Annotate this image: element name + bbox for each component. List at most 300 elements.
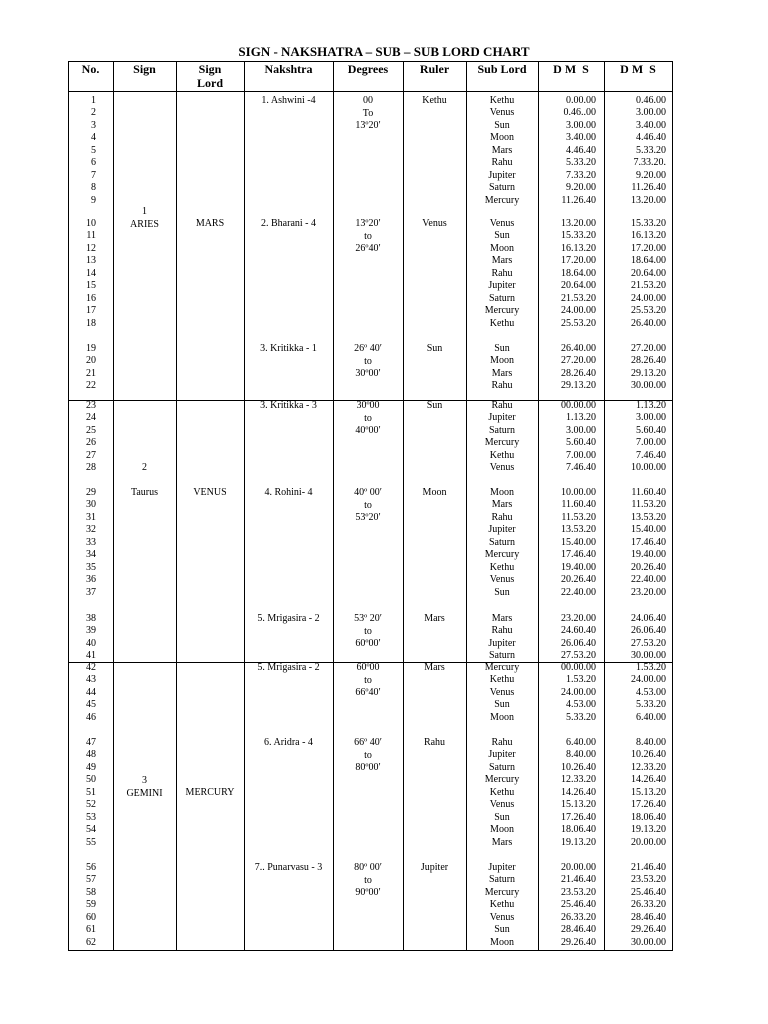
ruler-cell: Jupiter	[420, 862, 449, 873]
sub-lord-cell: Moon	[490, 487, 514, 498]
dms-from-cell: 5.33.20	[566, 711, 596, 723]
ruler-cell: Kethu	[422, 95, 447, 106]
dms-to-cell: 11.60.40	[631, 487, 666, 498]
row-number: 56	[86, 862, 96, 873]
table-row	[0, 912, 768, 925]
dms-from-cell: 15.13.20	[561, 799, 596, 811]
dms-from-cell: 21.53.20	[561, 292, 596, 304]
dms-from-cell: 29.13.20	[561, 380, 596, 392]
dms-to-cell: 29.26.40	[631, 924, 666, 936]
dms-to-cell: 23.53.20	[631, 874, 666, 886]
dms-to-cell: 6.40.00	[636, 711, 666, 723]
dms-to-cell: 3.40.00	[636, 119, 666, 131]
row-number: 14	[86, 267, 96, 279]
sub-lord-cell: Sun	[494, 811, 510, 823]
dms-to-cell: 21.46.40	[631, 862, 666, 873]
table-row	[0, 812, 768, 825]
dms-to-cell: 1.13.20	[636, 400, 666, 411]
dms-to-cell: 18.06.40	[631, 811, 666, 823]
row-number: 15	[86, 280, 96, 292]
table-row	[0, 132, 768, 145]
dms-from-cell: 7.00.00	[566, 449, 596, 461]
dms-to-cell: 10.26.40	[631, 749, 666, 761]
row-number: 7	[91, 169, 96, 181]
row-number: 13	[86, 255, 96, 267]
dms-to-cell: 24.00.00	[631, 674, 666, 686]
sub-lord-cell: Jupiter	[488, 412, 516, 424]
row-number: 5	[91, 144, 96, 156]
row-number: 44	[86, 686, 96, 698]
row-number: 26	[86, 437, 96, 449]
row-number: 57	[86, 874, 96, 886]
dms-from-cell: 16.13.20	[561, 242, 596, 254]
dms-from-cell: 11.60.40	[561, 499, 596, 511]
dms-from-cell: 19.40.00	[561, 561, 596, 573]
dms-from-cell: 25.46.40	[561, 899, 596, 911]
dms-to-cell: 14.26.40	[631, 774, 666, 786]
table-row	[0, 712, 768, 725]
nakshatra-cell: 3. Kritikka - 3	[260, 400, 317, 411]
header-nakshatra: Nakshtra	[264, 62, 313, 76]
table-row	[0, 799, 768, 812]
dms-from-cell: 19.13.20	[561, 836, 596, 848]
sub-lord-cell: Rahu	[491, 511, 513, 523]
ruler-cell: Mars	[424, 613, 445, 624]
row-number: 22	[86, 380, 96, 392]
table-row	[0, 280, 768, 293]
dms-from-cell: 10.00.00	[561, 487, 596, 498]
sub-lord-cell: Venus	[489, 911, 515, 923]
row-number: 60	[86, 911, 96, 923]
dms-from-cell: 3.00.00	[566, 119, 596, 131]
dms-to-cell: 20.64.00	[631, 267, 666, 279]
dms-from-cell: 7.33.20	[566, 169, 596, 181]
row-number: 24	[86, 412, 96, 424]
dms-to-cell: 26.06.40	[631, 625, 666, 637]
sub-lord-cell: Rahu	[491, 267, 513, 279]
dms-to-cell: 11.26.40	[631, 182, 666, 194]
dms-to-cell: 4.46.40	[636, 132, 666, 144]
table-row	[0, 157, 768, 170]
dms-from-cell: 18.06.40	[561, 824, 596, 836]
dms-to-cell: 8.40.00	[636, 737, 666, 748]
dms-from-cell: 5.33.20	[566, 157, 596, 169]
nakshatra-cell: 5. Mrigasira - 2	[257, 613, 320, 624]
sub-lord-cell: Mercury	[484, 437, 520, 449]
sub-lord-cell: Moon	[490, 936, 514, 948]
sub-lord-cell: Kethu	[489, 561, 515, 573]
row-number: 12	[86, 242, 96, 254]
row-number: 47	[86, 737, 96, 748]
dms-to-cell: 25.53.20	[631, 305, 666, 317]
ruler-cell: Moon	[422, 487, 447, 498]
row-number: 41	[86, 650, 96, 662]
table-row	[0, 837, 768, 850]
row-number: 51	[86, 786, 96, 798]
table-row	[0, 145, 768, 158]
row-number: 40	[86, 637, 96, 649]
row-number: 1	[91, 95, 96, 106]
degrees-cell: 66º 40′ to 80º00′	[354, 737, 382, 773]
nakshatra-cell: 1. Ashwini -4	[261, 95, 316, 106]
table-row	[0, 524, 768, 537]
row-number: 43	[86, 674, 96, 686]
dms-from-cell: 23.20.00	[561, 613, 596, 624]
sub-lord-cell: Moon	[490, 711, 514, 723]
dms-to-cell: 17.20.00	[631, 242, 666, 254]
row-number: 53	[86, 811, 96, 823]
dms-to-cell: 20.26.40	[631, 561, 666, 573]
nakshatra-cell: 7.. Punarvasu - 3	[254, 862, 323, 873]
sub-lord-cell: Venus	[489, 799, 515, 811]
table-row	[0, 562, 768, 575]
degrees-cell: 60º00 to 66º40′	[355, 662, 381, 698]
degrees-cell: 26º 40′ to 30º00′	[354, 343, 382, 379]
dms-to-cell: 7.33.20.	[633, 157, 666, 169]
row-number: 33	[86, 536, 96, 548]
dms-from-cell: 0.46..00	[563, 107, 596, 119]
row-number: 61	[86, 924, 96, 936]
sub-lord-cell: Sun	[494, 343, 510, 354]
sub-lord-cell: Mars	[491, 836, 513, 848]
sub-lord-cell: Mars	[491, 499, 513, 511]
sub-lord-cell: Venus	[489, 462, 515, 474]
dms-to-cell: 27.20.00	[631, 343, 666, 354]
sub-lord-cell: Moon	[490, 242, 514, 254]
dms-from-cell: 5.60.40	[566, 437, 596, 449]
dms-from-cell: 26.33.20	[561, 911, 596, 923]
table-row	[0, 899, 768, 912]
dms-to-cell: 5.33.20	[636, 144, 666, 156]
row-number: 32	[86, 524, 96, 536]
header-no: No.	[81, 62, 100, 76]
dms-from-cell: 17.20.00	[561, 255, 596, 267]
table-row	[0, 924, 768, 937]
dms-to-cell: 24.06.40	[631, 613, 666, 624]
sub-lord-cell: Jupiter	[488, 524, 516, 536]
table-row	[0, 305, 768, 318]
dms-from-cell: 28.26.40	[561, 367, 596, 379]
dms-from-cell: 14.26.40	[561, 786, 596, 798]
sub-lord-cell: Sun	[494, 699, 510, 711]
sub-lord-cell: Jupiter	[488, 749, 516, 761]
sign-lord-cell: VENUS	[193, 487, 227, 498]
dms-from-cell: 24.00.00	[561, 686, 596, 698]
dms-from-cell: 23.53.20	[561, 886, 596, 898]
sub-lord-cell: Mars	[491, 144, 513, 156]
dms-from-cell: 22.40.00	[561, 586, 596, 598]
dms-to-cell: 5.33.20	[636, 699, 666, 711]
dms-to-cell: 28.26.40	[631, 355, 666, 367]
sub-lord-cell: Moon	[490, 132, 514, 144]
dms-to-cell: 16.13.20	[631, 230, 666, 242]
row-number: 3	[91, 119, 96, 131]
row-number: 10	[86, 218, 96, 229]
ruler-cell: Rahu	[423, 737, 446, 748]
dms-to-cell: 15.13.20	[631, 786, 666, 798]
sub-lord-cell: Sun	[494, 119, 510, 131]
dms-to-cell: 7.46.40	[636, 449, 666, 461]
dms-to-cell: 18.64.00	[631, 255, 666, 267]
table-row	[0, 549, 768, 562]
dms-to-cell: 25.46.40	[631, 886, 666, 898]
dms-from-cell: 3.00.00	[566, 424, 596, 436]
dms-to-cell: 26.40.00	[631, 317, 666, 329]
sub-lord-cell: Saturn	[488, 292, 516, 304]
sub-lord-cell: Moon	[490, 824, 514, 836]
sub-lord-cell: Mercury	[484, 886, 520, 898]
table-row	[0, 437, 768, 450]
header-sign: Sign	[133, 62, 156, 76]
dms-to-cell: 26.33.20	[631, 899, 666, 911]
dms-from-cell: 9.20.00	[566, 182, 596, 194]
dms-to-cell: 19.40.00	[631, 549, 666, 561]
degrees-cell: 00 To 13º20′	[355, 95, 381, 131]
dms-from-cell: 4.46.40	[566, 144, 596, 156]
nakshatra-cell: 3. Kritikka - 1	[260, 343, 317, 354]
row-number: 11	[86, 230, 96, 242]
sub-lord-cell: Kethu	[489, 786, 515, 798]
dms-from-cell: 15.33.20	[561, 230, 596, 242]
dms-from-cell: 29.26.40	[561, 936, 596, 948]
dms-from-cell: 17.26.40	[561, 811, 596, 823]
ruler-cell: Sun	[426, 400, 443, 411]
sub-lord-cell: Moon	[490, 355, 514, 367]
sub-lord-cell: Kethu	[489, 95, 515, 106]
page-title: SIGN - NAKSHATRA – SUB – SUB LORD CHART	[238, 44, 530, 59]
sign-cell: 1 ARIES	[130, 206, 159, 230]
dms-from-cell: 11.53.20	[561, 511, 596, 523]
dms-from-cell: 15.40.00	[561, 536, 596, 548]
ruler-cell: Sun	[426, 343, 443, 354]
row-number: 49	[86, 761, 96, 773]
sub-lord-cell: Sun	[494, 586, 510, 598]
sign-cell: 3 GEMINI	[126, 775, 163, 799]
sub-lord-cell: Saturn	[488, 761, 516, 773]
dms-from-cell: 20.26.40	[561, 574, 596, 586]
sub-lord-cell: Saturn	[488, 424, 516, 436]
nakshatra-cell: 5. Mrigasira - 2	[257, 662, 320, 673]
dms-to-cell: 13.20.00	[631, 194, 666, 206]
dms-from-cell: 1.13.20	[566, 412, 596, 424]
dms-to-cell: 12.33.20	[631, 761, 666, 773]
dms-to-cell: 1.53.20	[636, 662, 666, 673]
row-number: 50	[86, 774, 96, 786]
row-number: 6	[91, 157, 96, 169]
dms-from-cell: 18.64.00	[561, 267, 596, 279]
dms-from-cell: 1.53.20	[566, 674, 596, 686]
degrees-cell: 30º00 to 40º00′	[355, 400, 381, 436]
row-number: 62	[86, 936, 96, 948]
row-number: 48	[86, 749, 96, 761]
sub-lord-cell: Kethu	[489, 674, 515, 686]
row-number: 45	[86, 699, 96, 711]
sub-lord-cell: Rahu	[491, 625, 513, 637]
table-row	[0, 182, 768, 195]
dms-to-cell: 3.00.00	[636, 412, 666, 424]
row-number: 46	[86, 711, 96, 723]
dms-to-cell: 3.00.00	[636, 107, 666, 119]
dms-to-cell: 29.13.20	[631, 367, 666, 379]
dms-from-cell: 0.00.00	[566, 95, 596, 106]
row-number: 25	[86, 424, 96, 436]
sub-lord-cell: Saturn	[488, 650, 516, 662]
header-dms-from: D M S	[553, 62, 589, 76]
dms-to-cell: 27.53.20	[631, 637, 666, 649]
dms-from-cell: 27.20.00	[561, 355, 596, 367]
row-number: 30	[86, 499, 96, 511]
sign-cell: 2 Taurus	[130, 462, 159, 498]
ruler-cell: Venus	[422, 218, 447, 229]
dms-from-cell: 00.00.00	[561, 400, 596, 411]
row-number: 23	[86, 400, 96, 411]
sub-lord-cell: Kethu	[489, 899, 515, 911]
table-row	[0, 318, 768, 331]
sub-lord-cell: Rahu	[491, 157, 513, 169]
dms-from-cell: 4.53.00	[566, 699, 596, 711]
row-number: 27	[86, 449, 96, 461]
row-number: 36	[86, 574, 96, 586]
dms-to-cell: 28.46.40	[631, 911, 666, 923]
dms-to-cell: 30.00.00	[631, 936, 666, 948]
row-number: 28	[86, 462, 96, 474]
sub-lord-cell: Saturn	[488, 874, 516, 886]
sub-lord-cell: Venus	[489, 574, 515, 586]
degrees-cell: 80º 00′ to 90º00′	[354, 862, 382, 898]
dms-to-cell: 20.00.00	[631, 836, 666, 848]
sub-lord-cell: Mercury	[484, 662, 520, 673]
table-row	[0, 537, 768, 550]
dms-to-cell: 15.33.20	[631, 218, 666, 229]
sub-lord-cell: Rahu	[491, 737, 513, 748]
dms-to-cell: 17.26.40	[631, 799, 666, 811]
table-row	[0, 255, 768, 268]
sub-lord-cell: Mars	[491, 255, 513, 267]
table-row	[0, 268, 768, 281]
sub-lord-cell: Mercury	[484, 305, 520, 317]
sub-lord-cell: Venus	[489, 686, 515, 698]
sub-lord-cell: Sun	[494, 924, 510, 936]
sub-lord-cell: Venus	[489, 107, 515, 119]
dms-to-cell: 7.00.00	[636, 437, 666, 449]
table-row	[0, 937, 768, 950]
table-row	[0, 380, 768, 393]
row-number: 37	[86, 586, 96, 598]
dms-to-cell: 10.00.00	[631, 462, 666, 474]
sub-lord-cell: Jupiter	[488, 280, 516, 292]
sub-lord-cell: Jupiter	[488, 169, 516, 181]
degrees-cell: 40º 00′ to 53º20′	[354, 487, 382, 523]
dms-to-cell: 5.60.40	[636, 424, 666, 436]
table-row	[0, 170, 768, 183]
row-number: 59	[86, 899, 96, 911]
row-number: 20	[86, 355, 96, 367]
row-number: 21	[86, 367, 96, 379]
dms-from-cell: 26.40.00	[561, 343, 596, 354]
dms-to-cell: 15.40.00	[631, 524, 666, 536]
dms-from-cell: 28.46.40	[561, 924, 596, 936]
sub-lord-cell: Sun	[494, 230, 510, 242]
dms-to-cell: 30.00.00	[631, 380, 666, 392]
row-number: 29	[86, 487, 96, 498]
dms-from-cell: 10.26.40	[561, 761, 596, 773]
dms-from-cell: 8.40.00	[566, 749, 596, 761]
row-number: 42	[86, 662, 96, 673]
row-number: 17	[86, 305, 96, 317]
sub-lord-cell: Mercury	[484, 194, 520, 206]
row-number: 8	[91, 182, 96, 194]
header-sub-lord: Sub Lord	[477, 62, 527, 76]
sub-lord-cell: Mars	[491, 613, 513, 624]
dms-from-cell: 12.33.20	[561, 774, 596, 786]
row-number: 39	[86, 625, 96, 637]
dms-from-cell: 00.00.00	[561, 662, 596, 673]
dms-from-cell: 3.40.00	[566, 132, 596, 144]
sub-lord-cell: Mars	[491, 367, 513, 379]
dms-to-cell: 13.53.20	[631, 511, 666, 523]
dms-to-cell: 17.46.40	[631, 536, 666, 548]
table-row	[0, 574, 768, 587]
table-row	[0, 650, 768, 663]
row-number: 35	[86, 561, 96, 573]
dms-from-cell: 7.46.40	[566, 462, 596, 474]
table-row	[0, 699, 768, 712]
dms-from-cell: 6.40.00	[566, 737, 596, 748]
sign-lord-cell: MERCURY	[185, 787, 235, 798]
dms-to-cell: 11.53.20	[631, 499, 666, 511]
dms-from-cell: 13.53.20	[561, 524, 596, 536]
row-number: 18	[86, 317, 96, 329]
row-number: 2	[91, 107, 96, 119]
header-sign-lord: Sign Lord	[196, 62, 223, 90]
dms-from-cell: 24.60.40	[561, 625, 596, 637]
degrees-cell: 13º20′ to 26º40′	[355, 218, 381, 254]
dms-to-cell: 19.13.20	[631, 824, 666, 836]
row-number: 54	[86, 824, 96, 836]
ruler-cell: Mars	[424, 662, 445, 673]
dms-to-cell: 0.46.00	[636, 95, 666, 106]
row-number: 38	[86, 613, 96, 624]
sub-lord-cell: Jupiter	[488, 862, 516, 873]
dms-to-cell: 9.20.00	[636, 169, 666, 181]
nakshatra-cell: 4. Rohini- 4	[264, 487, 313, 498]
sub-lord-cell: Kethu	[489, 317, 515, 329]
sub-lord-cell: Rahu	[491, 400, 513, 411]
dms-to-cell: 21.53.20	[631, 280, 666, 292]
dms-from-cell: 17.46.40	[561, 549, 596, 561]
nakshatra-cell: 6. Aridra - 4	[264, 737, 313, 748]
sub-lord-cell: Saturn	[488, 536, 516, 548]
row-number: 4	[91, 132, 96, 144]
sub-lord-cell: Venus	[489, 218, 515, 229]
row-number: 58	[86, 886, 96, 898]
dms-to-cell: 24.00.00	[631, 292, 666, 304]
sub-lord-cell: Rahu	[491, 380, 513, 392]
header-dms-to: D M S	[620, 62, 656, 76]
dms-from-cell: 26.06.40	[561, 637, 596, 649]
sub-lord-cell: Mercury	[484, 774, 520, 786]
sub-lord-cell: Mercury	[484, 549, 520, 561]
header-degrees: Degrees	[347, 62, 389, 76]
dms-from-cell: 24.00.00	[561, 305, 596, 317]
table-row	[0, 587, 768, 600]
dms-from-cell: 27.53.20	[561, 650, 596, 662]
dms-from-cell: 13.20.00	[561, 218, 596, 229]
dms-from-cell: 25.53.20	[561, 317, 596, 329]
row-number: 34	[86, 549, 96, 561]
sign-lord-cell: MARS	[195, 218, 225, 229]
dms-to-cell: 22.40.00	[631, 574, 666, 586]
